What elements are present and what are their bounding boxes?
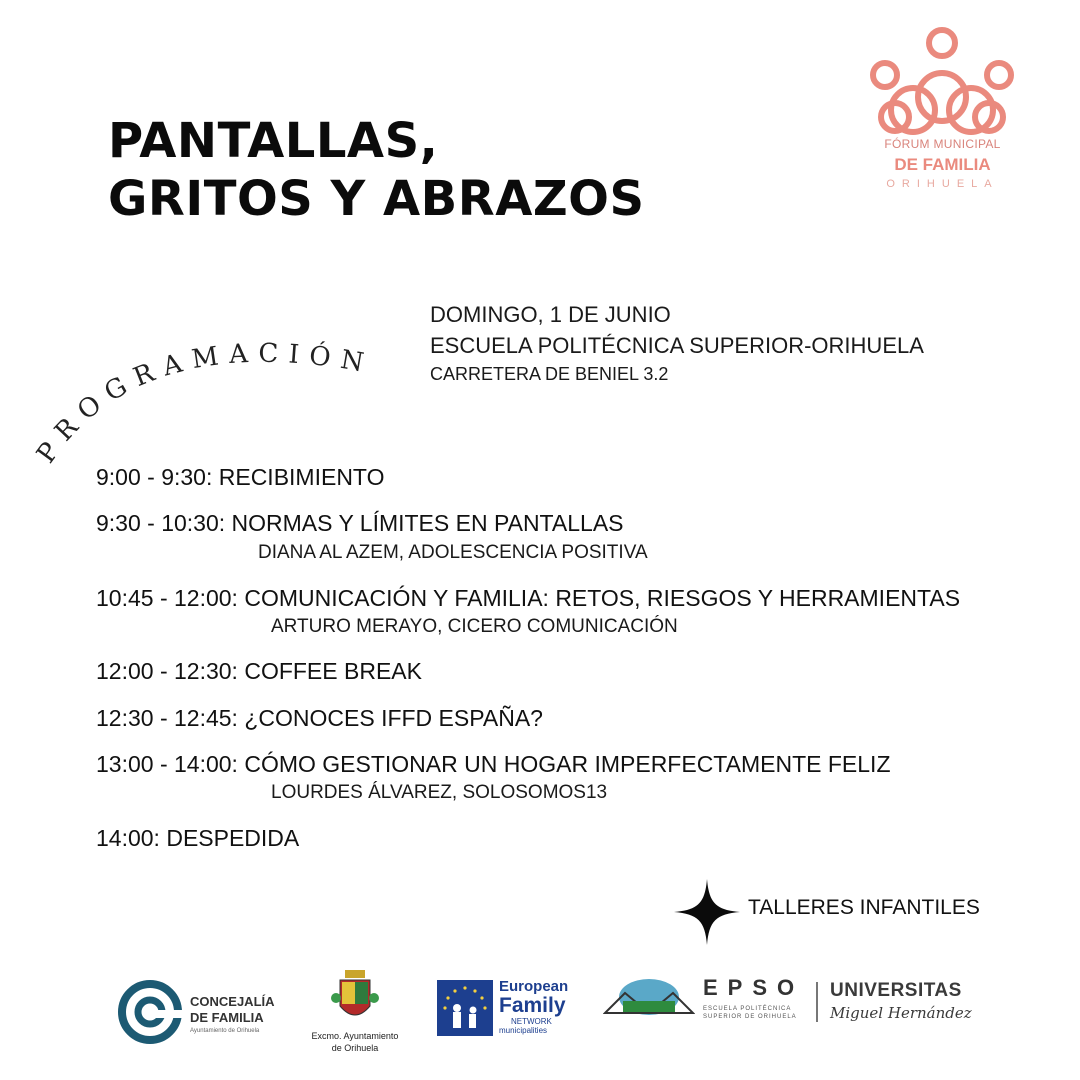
ayuntamiento-orihuela-logo — [300, 968, 410, 1058]
epso-logo — [603, 975, 803, 1025]
schedule-speaker: LOURDES ÁLVAREZ, SOLOSOMOS13 — [271, 782, 608, 803]
epso-name: EPSO — [703, 975, 805, 1000]
concejalia-familia-logo — [118, 978, 288, 1048]
event-address: CARRETERA DE BENIEL 3.2 — [430, 364, 669, 384]
coat-of-arms-icon — [330, 968, 380, 1030]
sparkle-star-icon — [672, 877, 742, 947]
epso-roofs-icon — [603, 977, 695, 1017]
event-info — [430, 299, 924, 388]
concejalia-swirl-icon — [118, 980, 182, 1044]
event-venue: ESCUELA POLITÉCNICA SUPERIOR-ORIHUELA — [430, 333, 924, 358]
forum-municipal-logo — [855, 25, 1030, 195]
efn-line-4: municipalities — [499, 1026, 548, 1035]
umh-logo — [830, 980, 980, 1030]
concejalia-line-1: CONCEJALÍA — [190, 994, 275, 1009]
forum-logo-line-2: DE FAMILIA — [894, 155, 991, 174]
schedule-speaker: DIANA AL AZEM, ADOLESCENCIA POSITIVA — [258, 542, 648, 563]
schedule-item: 9:30 - 10:30: NORMAS Y LÍMITES EN PANTALLAS — [96, 510, 624, 536]
epso-sub-2: SUPERIOR DE ORIHUELA — [703, 1014, 797, 1020]
event-title — [108, 112, 645, 228]
efn-line-1: European — [499, 978, 569, 995]
efn-line-2: Family — [499, 994, 566, 1017]
schedule-item: 12:30 - 12:45: ¿CONOCES IFFD ESPAÑA? — [96, 705, 543, 731]
eu-flag-family-icon — [437, 980, 493, 1036]
schedule-item: 12:00 - 12:30: COFFEE BREAK — [96, 658, 422, 684]
family-rings-icon — [855, 25, 1030, 140]
title-line-1: PANTALLAS, — [108, 113, 439, 169]
schedule-item: 10:45 - 12:00: COMUNICACIÓN Y FAMILIA: RETOS, RIESGOS Y HERRAMIENTAS — [96, 585, 961, 611]
talleres-infantiles-label: TALLERES INFANTILES — [748, 896, 980, 919]
concejalia-line-2: DE FAMILIA — [190, 1010, 264, 1025]
umh-line-2: Miguel Hernández — [830, 1004, 972, 1022]
concejalia-line-3: Ayuntamiento de Orihuela — [190, 1028, 260, 1034]
ayuntamiento-line-1: Excmo. Ayuntamiento — [311, 1031, 399, 1041]
schedule-item: 13:00 - 14:00: CÓMO GESTIONAR UN HOGAR IMPERFECTAMENTE FELIZ — [96, 751, 891, 777]
forum-logo-line-1: FÓRUM MUNICIPAL — [884, 137, 1001, 151]
european-family-network-logo — [437, 978, 577, 1038]
svg-text:PROGRAMACIÓN — [31, 339, 376, 469]
schedule-speaker: ARTURO MERAYO, CICERO COMUNICACIÓN — [271, 616, 678, 637]
programacion-arc-heading — [30, 300, 410, 480]
title-line-2: GRITOS Y ABRAZOS — [108, 171, 645, 227]
epso-sub-1: ESCUELA POLITÉCNICA — [703, 1006, 792, 1012]
section-heading-text: PROGRAMACIÓN — [31, 338, 376, 469]
logo-divider — [816, 982, 818, 1022]
schedule-item: 14:00: DESPEDIDA — [96, 825, 300, 851]
schedule-item: 9:00 - 9:30: RECIBIMIENTO — [96, 464, 385, 490]
efn-line-3: NETWORK — [511, 1017, 552, 1026]
ayuntamiento-line-2: de Orihuela — [331, 1043, 379, 1053]
forum-logo-line-3: ORIHUELA — [886, 178, 999, 190]
umh-line-1: UNIVERSITAS — [830, 980, 962, 1001]
event-date: DOMINGO, 1 DE JUNIO — [430, 302, 671, 327]
